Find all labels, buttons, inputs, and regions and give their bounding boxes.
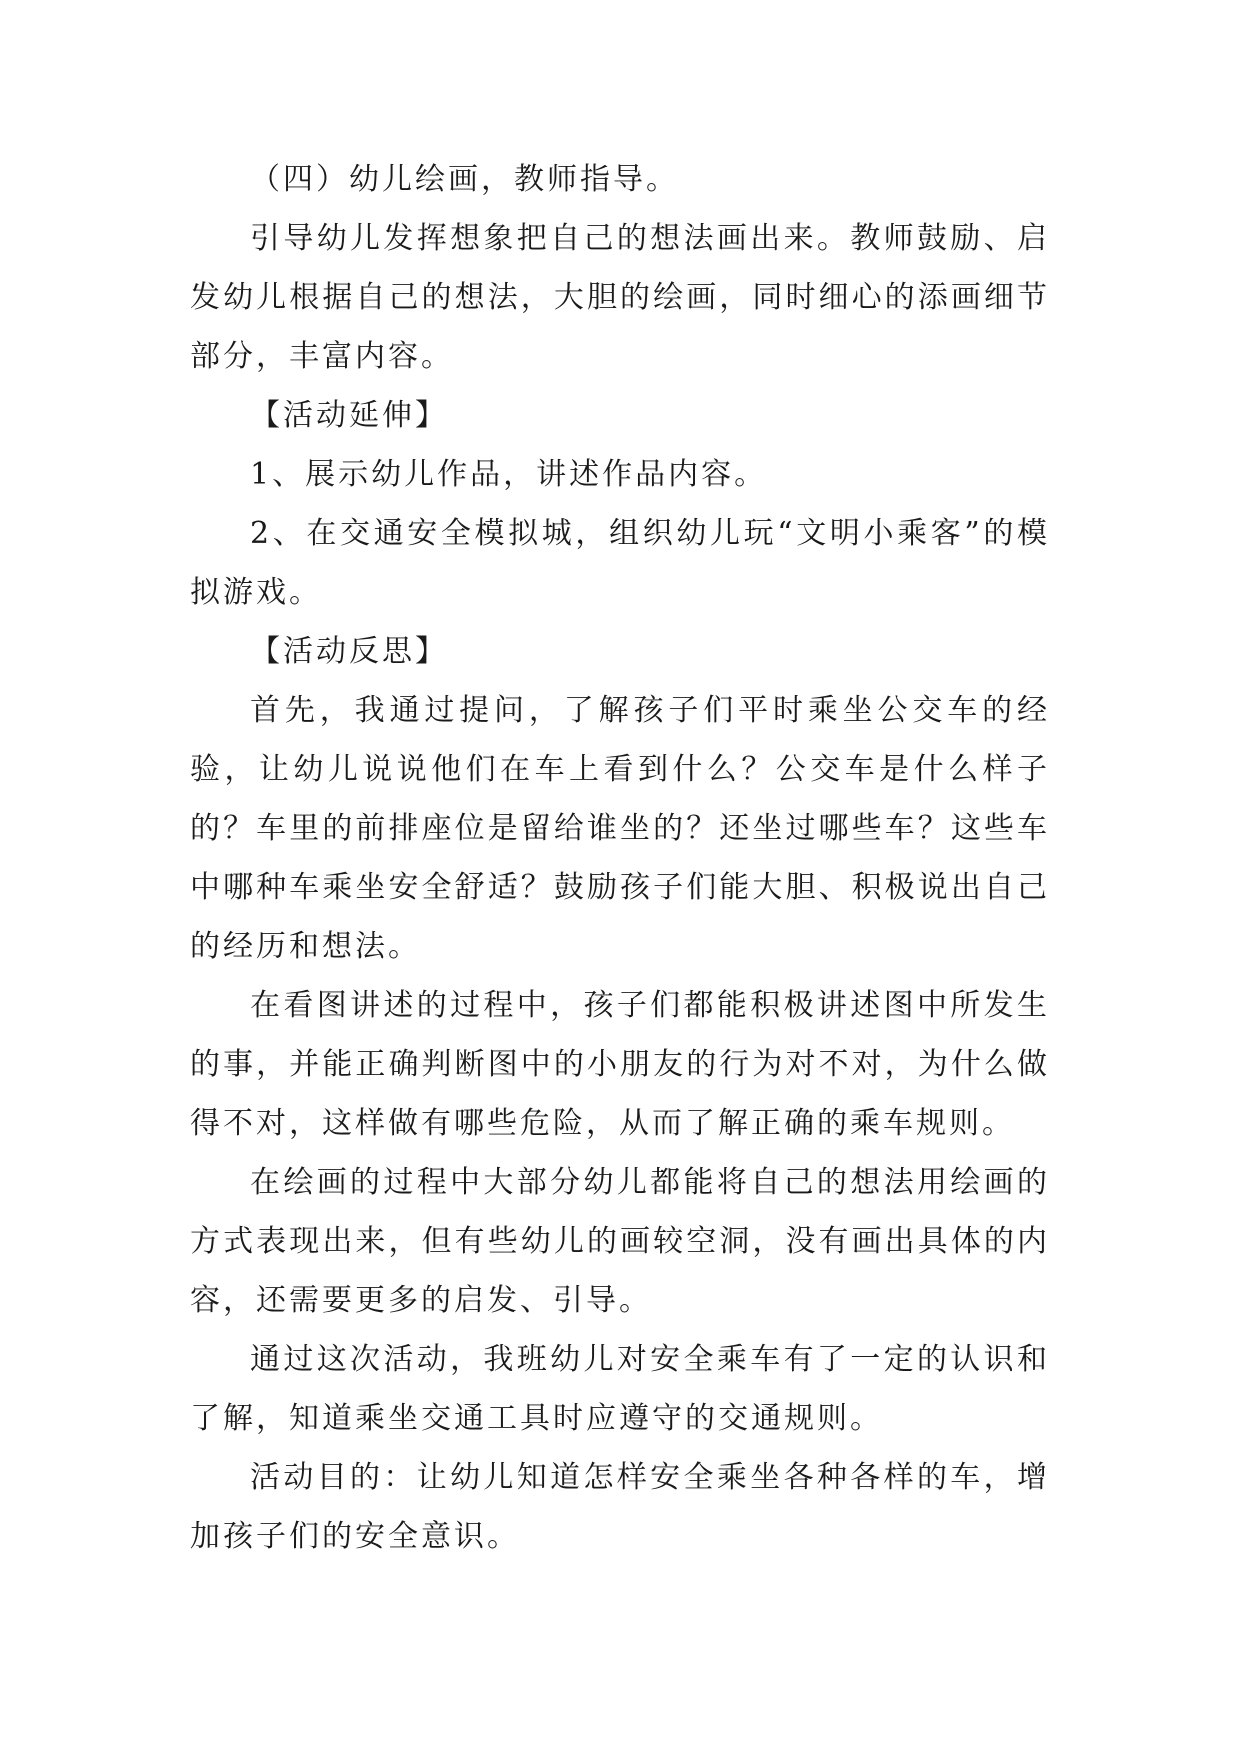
paragraph-reflection-drawing: 在绘画的过程中大部分幼儿都能将自己的想法用绘画的方式表现出来，但有些幼儿的画较空洞，没有画出具体的内容，还需要更多的启发、引导。 xyxy=(190,1165,1050,1318)
paragraph-reflection-picture-talk: 在看图讲述的过程中，孩子们都能积极讲述图中所发生的事，并能正确判断图中的小朋友的行为对不对，为什么做得不对，这样做有哪些危险，从而了解正确的乘车规则。 xyxy=(190,988,1050,1141)
paragraph-activity-goal: 活动目的：让幼儿知道怎样安全乘坐各种各样的车，增加孩子们的安全意识。 xyxy=(190,1460,1050,1554)
paragraph-drawing-guidance: 引导幼儿发挥想象把自己的想法画出来。教师鼓励、启发幼儿根据自己的想法，大胆的绘画，同时细心的添画细节部分，丰富内容。 xyxy=(190,221,1050,374)
section-heading-activity-reflection: 【活动反思】 xyxy=(250,634,448,669)
list-item-show-works: 1、展示幼儿作品，讲述作品内容。 xyxy=(250,457,768,492)
paragraph-reflection-summary: 通过这次活动，我班幼儿对安全乘车有了一定的认识和了解，知道乘坐交通工具时应遵守的交通规则。 xyxy=(190,1342,1050,1436)
paragraph-reflection-questions: 首先，我通过提问，了解孩子们平时乘坐公交车的经验，让幼儿说说他们在车上看到什么？公交车是什么样子的？车里的前排座位是留给谁坐的？还坐过哪些车？这些车中哪种车乘坐安全舒适？鼓励孩子们能大胆、积极说出自己的经历和想法。 xyxy=(190,693,1050,964)
section-heading-children-drawing: （四）幼儿绘画，教师指导。 xyxy=(250,162,679,197)
section-heading-activity-extension: 【活动延伸】 xyxy=(250,398,448,433)
list-item-simulation-game: 2、在交通安全模拟城，组织幼儿玩“文明小乘客”的模拟游戏。 xyxy=(190,516,1050,610)
document-page xyxy=(190,150,1050,1566)
